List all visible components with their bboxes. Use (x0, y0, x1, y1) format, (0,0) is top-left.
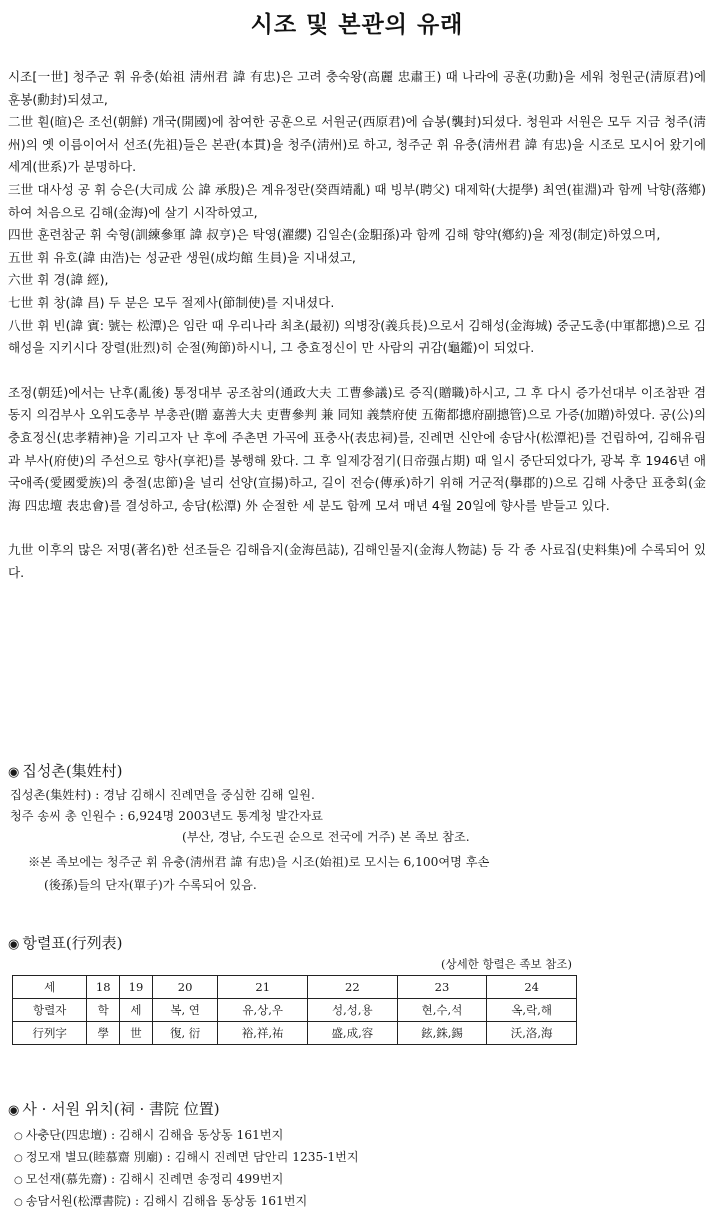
list-item (14, 1170, 283, 1187)
table-cell: 世 (120, 1022, 153, 1045)
location-text: 사충단(四忠壇) : 김해시 김해읍 동상동 161번지 (25, 1128, 284, 1142)
paragraph-founder: 시조[一世] 청주군 휘 유충(始祖 淸州君 諱 有忠)은 고려 충숙왕(高麗 忠肅王) 때 나라에 공훈(功勳)을 세워 청원군(淸原君)에 훈봉(勳封)되셨고, (8, 69, 706, 107)
table-cell: 현,수,석 (397, 999, 487, 1022)
section-title-text: 항렬표(行列表) (22, 934, 123, 952)
table-cell: 성,성,용 (308, 999, 398, 1022)
table-cell: 복, 연 (152, 999, 218, 1022)
table-header-cell: 18 (87, 976, 120, 999)
village-note-line: ※본 족보에는 청주군 휘 유충(淸州君 諱 有忠)을 시조(始祖)로 모시는 6,100여명 후손 (28, 855, 490, 869)
village-line: 청주 송씨 총 인원수 : 6,924명 2003년도 통계청 발간자료 (10, 809, 323, 823)
village-note-line: (後孫)들의 단자(單子)가 수록되어 있음. (44, 878, 257, 892)
paragraph-third-gen: 三世 대사성 공 휘 승은(大司成 公 諱 承殷)은 계유정란(癸酉靖亂) 때 빙부(聘父) 대제학(大提學) 최연(崔淵)과 함께 낙향(落鄕)하여 처음으로 김해(金海)에 살기 시작하였고, (8, 181, 706, 220)
table-cell: 復, 衍 (152, 1022, 218, 1045)
table-cell: 유,상,우 (218, 999, 308, 1022)
table-header-cell: 24 (487, 976, 577, 999)
section-title-text: 사 · 서원 위치(祠 · 書院 位置) (22, 1100, 220, 1118)
body-text (8, 66, 706, 584)
page-title: 시조 및 본관의 유래 (250, 12, 464, 38)
target-icon: ◉ (8, 765, 20, 780)
table-cell: 裕,祥,祐 (218, 1022, 308, 1045)
paragraph-sixth-gen: 六世 휘 경(諱 經), (8, 272, 109, 288)
table-header-cell: 21 (218, 976, 308, 999)
list-item (14, 1148, 359, 1165)
table-row (13, 999, 577, 1022)
list-item (14, 1126, 283, 1143)
circle-bullet-icon: ○ (14, 1197, 23, 1208)
paragraph-eighth-gen: 八世 휘 빈(諱 賓: 號는 松潭)은 임란 때 우리나라 최초(最初) 의병장(義兵長)으로서 김해성(金海城) 중군도총(中軍都摠)으로 김해성을 지키시다 장렬(壯烈)히 순절(殉節)하시니, 그 충효정신이 만 사람의 귀감(龜鑑)이 되었다. (8, 317, 706, 356)
circle-bullet-icon: ○ (14, 1131, 23, 1142)
section-title-generation (8, 932, 123, 953)
circle-bullet-icon: ○ (14, 1175, 23, 1186)
table-cell: 鉉,銖,錫 (397, 1022, 487, 1045)
generation-note: (상세한 항렬은 족보 참조) (440, 957, 572, 971)
paragraph-second-gen: 二世 훤(暄)은 조선(朝鮮) 개국(開國)에 참여한 공훈으로 서원군(西原君)에 습봉(襲封)되셨다. 청원과 서원은 모두 지금 청주(淸州)의 옛 이름이어서 선조(先祖)들은 본관(本貫)을 청주(淸州)로 하고, 청주군 휘 유충(淸州君 諱 有忠)을 시조로 모시어 왔기에 세계(世系)가 분명하다. (8, 114, 706, 175)
table-header-row (13, 976, 577, 999)
location-text: 모선재(慕先齋) : 김해시 진례면 송정리 499번지 (25, 1172, 284, 1186)
table-cell: 옥,락,해 (487, 999, 577, 1022)
location-text: 정모재 별묘(睦慕齋 別廟) : 김해시 진례면 담안리 1235-1번지 (25, 1150, 359, 1164)
generation-table (12, 975, 577, 1045)
location-text: 송담서원(松潭書院) : 김해시 김해읍 동상동 161번지 (25, 1194, 308, 1208)
table-header-cell: 22 (308, 976, 398, 999)
table-cell: 항렬자 (13, 999, 87, 1022)
table-row (13, 1022, 577, 1045)
table-cell: 學 (87, 1022, 120, 1045)
circle-bullet-icon: ○ (14, 1153, 23, 1164)
paragraph-fifth-gen: 五世 휘 유호(諱 由浩)는 성균관 생원(成均館 生員)을 지내셨고, (8, 249, 356, 265)
table-cell: 行列字 (13, 1022, 87, 1045)
paragraph-seventh-gen: 七世 휘 창(諱 昌) 두 분은 모두 절제사(節制使)를 지내셨다. (8, 294, 335, 310)
section-title-location (8, 1098, 220, 1119)
table-cell: 沃,洛,海 (487, 1022, 577, 1045)
section-title-village (8, 760, 123, 781)
village-line: (부산, 경남, 수도권 순으로 전국에 거주) 본 족보 참조. (182, 830, 470, 844)
paragraph-ninth-gen: 九世 이후의 많은 저명(著名)한 선조들은 김해읍지(金海邑誌), 김해인물지(金海人物誌) 등 각 종 사료집(史料集)에 수록되어 있다. (8, 542, 706, 580)
paragraph-fourth-gen: 四世 훈련참군 휘 숙형(訓練參軍 諱 叔亨)은 탁영(濯纓) 김일손(金馹孫)과 함께 김해 향약(鄕約)을 제정(制定)하였으며, (8, 227, 661, 243)
paragraph-court: 조정(朝廷)에서는 난후(亂後) 통정대부 공조참의(通政大夫 工曹參議)로 증직(贈職)하시고, 그 후 다시 증가선대부 이조참판 겸 동지 의검부사 오위도총부 부총관(贈 嘉善大夫 吏曹參判 兼 同知 義禁府使 五衛都摠府副摠管)으로 가증(加贈)하였다. 공(公)의 충효정신(忠孝精神)을 기리고자 난 후에 주촌면 가곡에 표충사(表忠祠)를, 진례면 신안에 송담사(松潭祀)를 건립하여, 김해유림과 부사(府使)의 주선으로 향사(享祀)를 봉행해 왔다. 그 후 일제강점기(日帝强占期) 때 일시 중단되었다가, 광복 후 1946년 애국애족(愛國愛族)의 충절(忠節)을 널리 선양(宣揚)하고, 길이 전승(傳承)하기 위해 거군적(擧郡的)으로 김해 사충단 표충회(金海 四忠壇 表忠會)를 결성하고, 송담(松潭) 外 순절한 세 분도 함께 모셔 매년 4월 20일에 향사를 받들고 있다. (8, 384, 706, 513)
target-icon: ◉ (8, 937, 20, 952)
table-cell: 盛,成,容 (308, 1022, 398, 1045)
target-icon: ◉ (8, 1103, 20, 1118)
section-title-text: 집성촌(集姓村) (22, 762, 123, 780)
table-header-cell: 20 (152, 976, 218, 999)
village-line: 집성촌(集姓村) : 경남 김해시 진례면을 중심한 김해 일원. (10, 788, 315, 802)
table-header-cell: 세 (13, 976, 87, 999)
table-cell: 세 (120, 999, 153, 1022)
table-header-cell: 19 (120, 976, 153, 999)
table-cell: 학 (87, 999, 120, 1022)
table-header-cell: 23 (397, 976, 487, 999)
list-item (14, 1192, 307, 1209)
